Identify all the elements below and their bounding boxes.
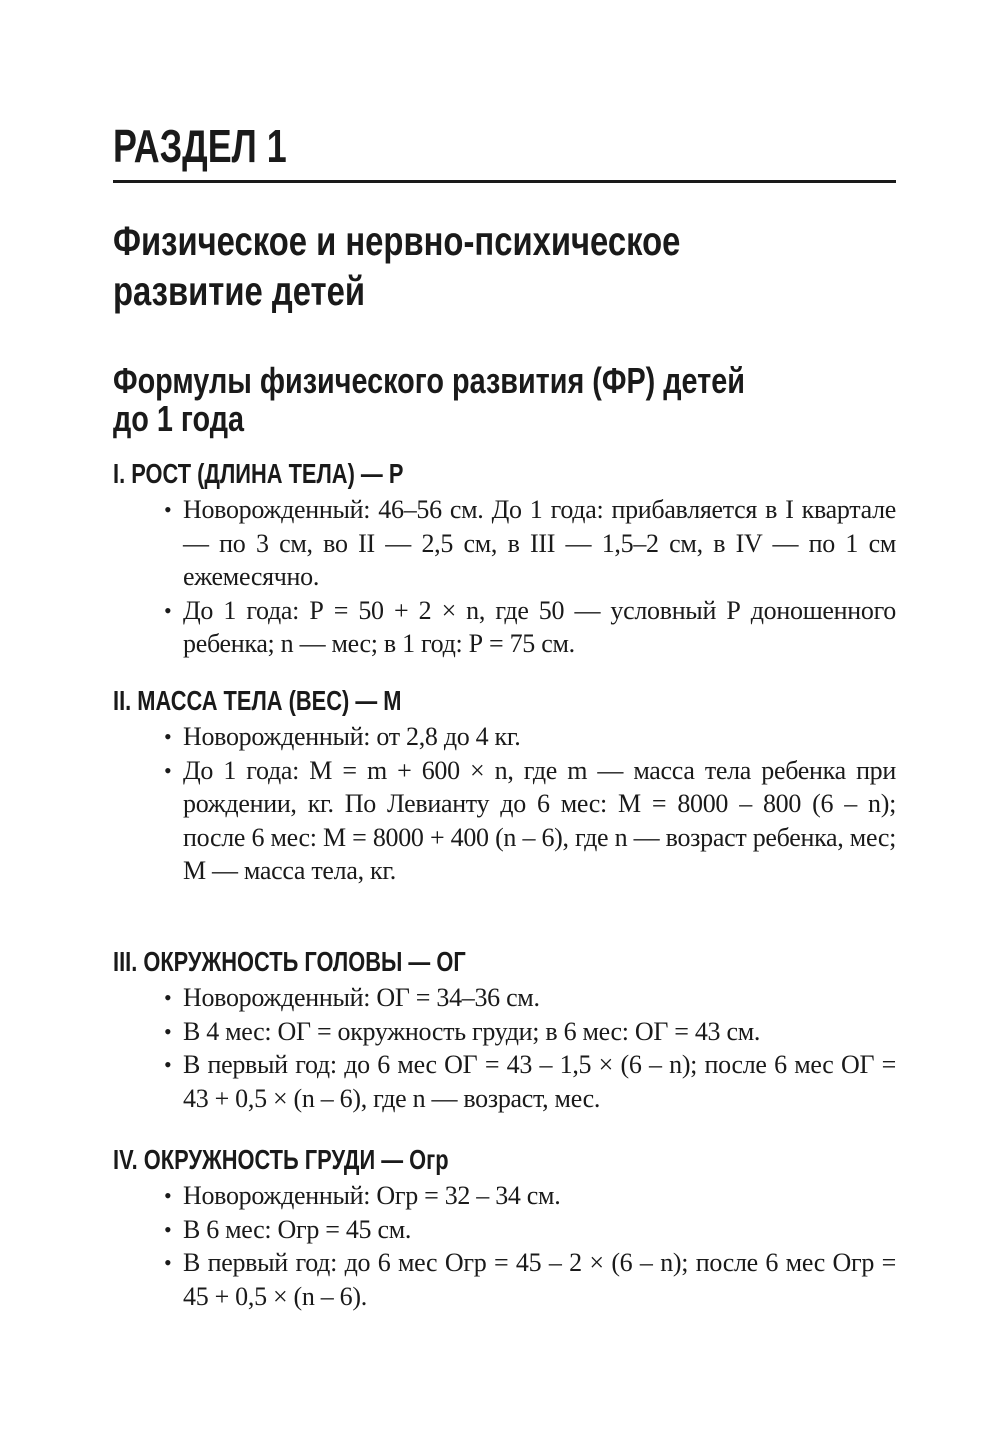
bullet-icon: • xyxy=(164,497,172,522)
section-divider xyxy=(113,180,896,183)
list-item: • До 1 года: М = m + 600 × n, где m — масса тела ребенка при рождении, кг. По Левианту до 6 мес: М = 8000 – 800 (6 – n); после 6 мес: М = 8000 + 400 (n – 6), где n — возраст ребенка, мес; М — масса тела, кг. xyxy=(164,755,896,885)
block-weight xyxy=(113,684,896,888)
bullet-icon: • xyxy=(164,724,172,749)
list-item: • До 1 года: Р = 50 + 2 × n, где 50 — условный Р доношенного ребенка; n — мес; в 1 год: Р = 75 см. xyxy=(164,595,896,658)
list-item: • В 6 мес: Огр = 45 см. xyxy=(164,1214,412,1244)
chapter-title-line-2: развитие детей xyxy=(113,268,365,314)
list-item: • В 4 мес: ОГ = окружность груди; в 6 мес: ОГ = 43 см. xyxy=(164,1016,761,1046)
section-title: РАЗДЕЛ 1 xyxy=(113,120,287,172)
subtitle xyxy=(113,362,897,438)
bullet-icon: • xyxy=(164,1250,172,1275)
chapter-title xyxy=(113,216,897,316)
list-item: • Новорожденный: Огр = 32 – 34 см. xyxy=(164,1181,561,1210)
subtitle-line-2: до 1 года xyxy=(113,398,245,439)
bullet-icon: • xyxy=(164,985,172,1010)
list-item: • В первый год: до 6 мес Огр = 45 – 2 × (6 – n); после 6 мес Огр = 45 + 0,5 × (n – 6). xyxy=(164,1248,896,1311)
subtitle-line-1: Формулы физического развития (ФР) детей xyxy=(113,360,745,401)
block-heading-chest-circumference: IV. ОКРУЖНОСТЬ ГРУДИ — Огр xyxy=(113,1144,449,1175)
bullet-icon: • xyxy=(164,1216,172,1242)
block-chest-circumference xyxy=(113,1143,896,1313)
block-heading-head-circumference: III. ОКРУЖНОСТЬ ГОЛОВЫ — ОГ xyxy=(113,946,466,977)
bullet-icon: • xyxy=(164,597,172,623)
bullet-icon: • xyxy=(164,1052,172,1077)
block-head-circumference xyxy=(113,945,896,1115)
head-circumference-list xyxy=(113,981,896,1115)
block-heading-weight: II. МАССА ТЕЛА (ВЕС) — М xyxy=(113,685,402,716)
block-heading-height: I. РОСТ (ДЛИНА ТЕЛА) — Р xyxy=(113,458,404,489)
bullet-icon: • xyxy=(164,1018,172,1044)
chapter-title-line-1: Физическое и нервно-психическое xyxy=(113,218,681,264)
weight-list xyxy=(113,720,896,888)
list-item: • Новорожденный: ОГ = 34–36 см. xyxy=(164,983,540,1012)
list-item: • Новорожденный: 46–56 см. До 1 года: прибавляется в I квартале — по 3 см, во II — 2,5 см, в III — 1,5–2 см, в IV — по 1 см ежемесячно. xyxy=(164,495,896,591)
list-item: • В первый год: до 6 мес ОГ = 43 – 1,5 × (6 – n); после 6 мес ОГ = 43 + 0,5 × (n – 6), где n — возраст, мес. xyxy=(164,1050,896,1113)
list-item: • Новорожденный: от 2,8 до 4 кг. xyxy=(164,722,521,751)
bullet-icon: • xyxy=(164,757,172,783)
height-list xyxy=(113,493,896,661)
chest-circumference-list xyxy=(113,1179,896,1313)
bullet-icon: • xyxy=(164,1183,172,1208)
block-height xyxy=(113,457,896,661)
